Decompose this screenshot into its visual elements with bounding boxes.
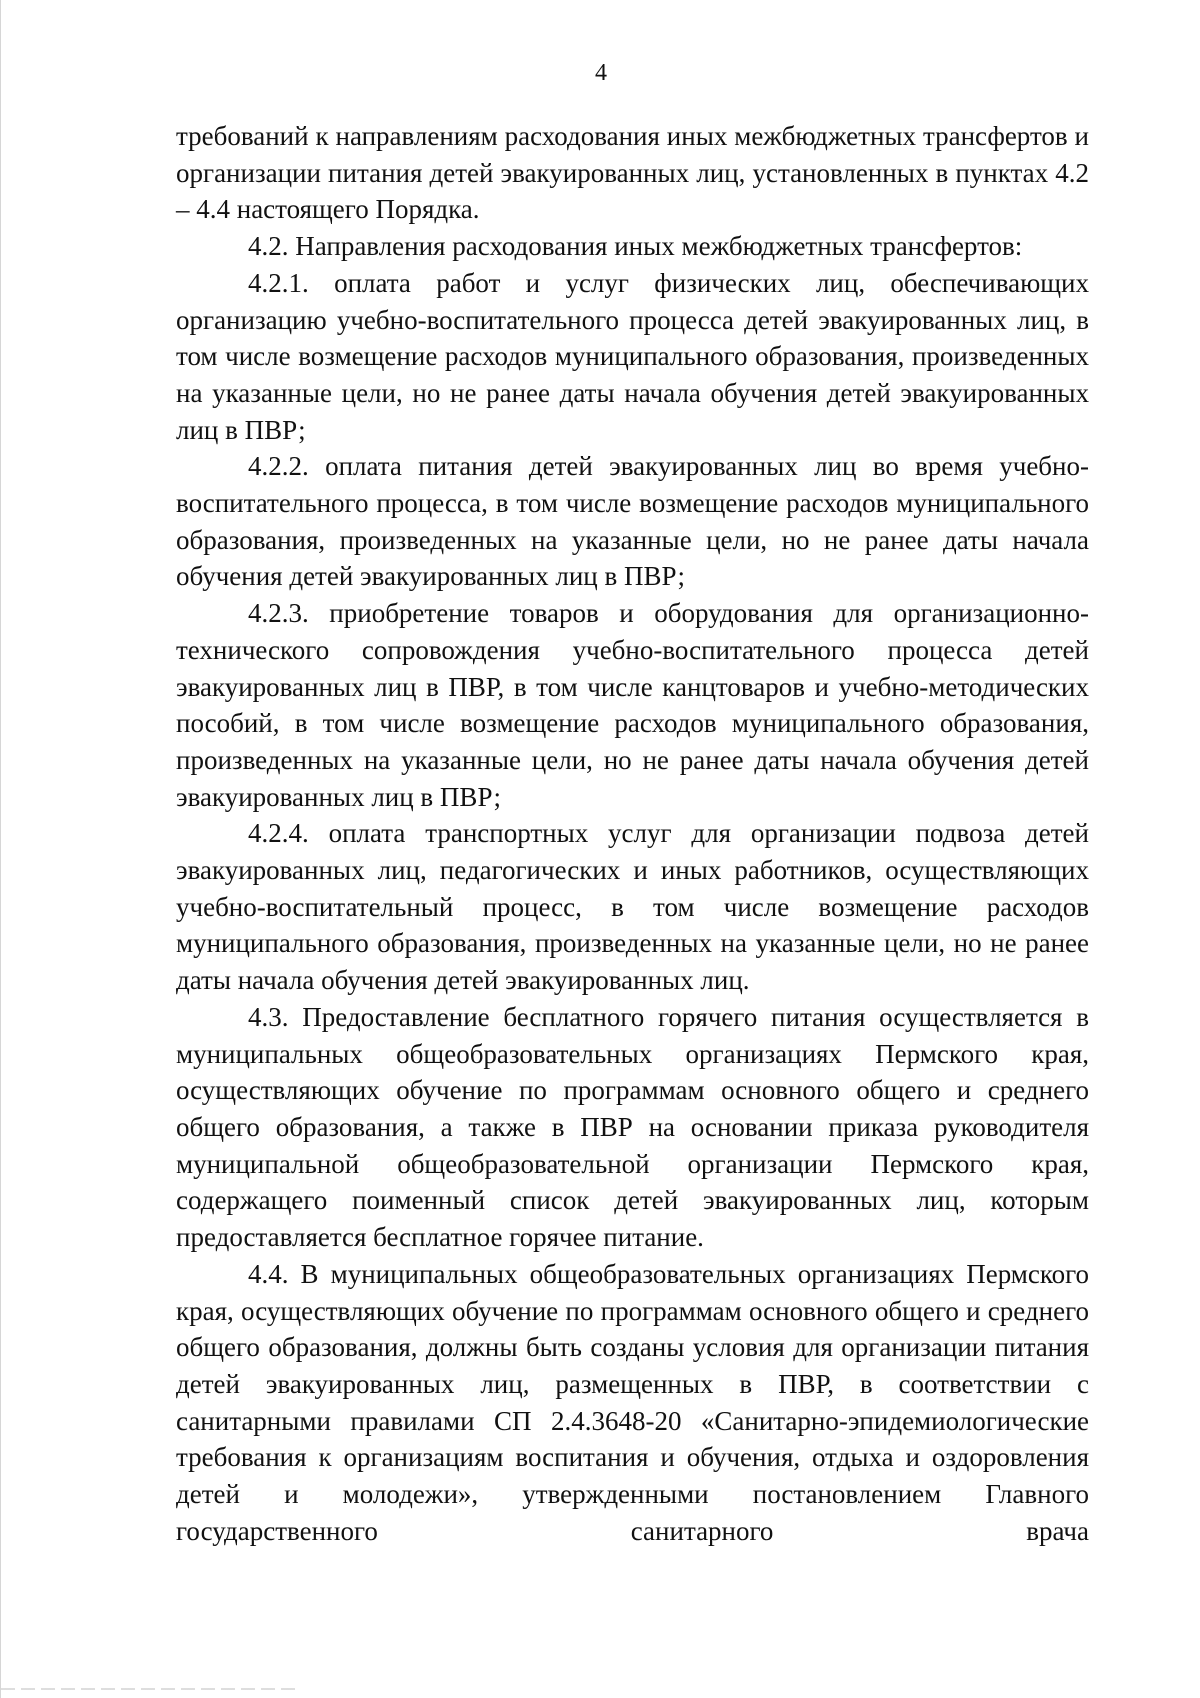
paragraph-4-3: 4.3. Предоставление бесплатного горячего питания осуществляется в муниципальных общеобразовательных организациях Пермского края, осуществляющих обучение по программам основного общего и среднего общего образования, а также в ПВР на основании приказа руководителя муниципальной общеобразовательной организации Пермского края, содержащего поименный список детей эвакуированных лиц, которым предоставляется бесплатное горячее питание. bbox=[176, 1001, 1089, 1253]
paragraph-continuation: требований к направлениям расходования иных межбюджетных трансфертов и организации питания детей эвакуированных лиц, установленных в пунктах 4.2 – 4.4 настоящего Порядка. bbox=[176, 121, 1089, 225]
paragraph-4-4: 4.4. В муниципальных общеобразовательных организациях Пермского края, осуществляющих обучение по программам основного общего и среднего общего образования, должны быть созданы условия для организации питания детей эвакуированных лиц, размещенных в ПВР, в соответствии с санитарными правилами СП 2.4.3648-20 «Санитарно-эпидемиологические требования к организациям воспитания и обучения, отдыха и оздоровления детей и молодежи», утвержденными постановлением Главного государственного санитарного врача bbox=[176, 1258, 1089, 1546]
paragraph-4-2-3: 4.2.3. приобретение товаров и оборудования для организационно-технического сопровождения учебно-воспитательного процесса детей эвакуированных лиц в ПВР, в том числе канцтоваров и учебно-методических пособий, в том числе возмещение расходов муниципального образования, произведенных на указанные цели, но не ранее даты начала обучения детей эвакуированных лиц в ПВР; bbox=[176, 598, 1089, 812]
paragraph-4-2-4: 4.2.4. оплата транспортных услуг для организации подвоза детей эвакуированных лиц, педагогических и иных работников, осуществляющих учебно-воспитательный процесс, в том числе возмещение расходов муниципального образования, произведенных на указанные цели, но не ранее даты начала обучения детей эвакуированных лиц. bbox=[176, 818, 1089, 996]
paragraph-4-2-2: 4.2.2. оплата питания детей эвакуированных лиц во время учебно-воспитательного процесса, в том числе возмещение расходов муниципального образования, произведенных на указанные цели, но не ранее даты начала обучения детей эвакуированных лиц в ПВР; bbox=[176, 451, 1089, 592]
document-body bbox=[176, 118, 1089, 1549]
paragraph-4-2: 4.2. Направления расходования иных межбюджетных трансфертов: bbox=[248, 231, 1023, 262]
scan-edge-artifact bbox=[1, 1688, 301, 1690]
page-number: 4 bbox=[595, 60, 607, 86]
paragraph-4-2-1: 4.2.1. оплата работ и услуг физических лиц, обеспечивающих организацию учебно-воспитательного процесса детей эвакуированных лиц, в том числе возмещение расходов муниципального образования, произведенных на указанные цели, но не ранее даты начала обучения детей эвакуированных лиц в ПВР; bbox=[176, 267, 1089, 445]
